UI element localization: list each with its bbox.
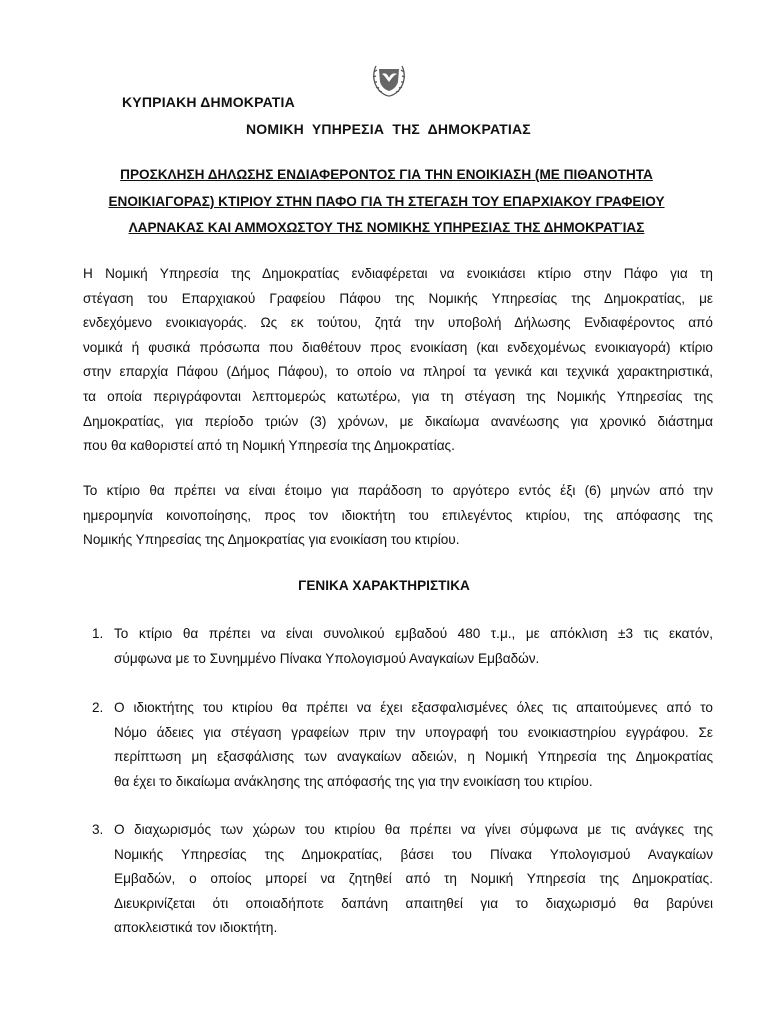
title-line: ΠΡΟΣΚΛΗΣΗ ΔΗΛΩΣΗΣ ΕΝΔΙΑΦΕΡΟΝΤΟΣ ΓΙΑ ΤΗΝ ΕΝΟΙΚΙΑΣΗ (ΜΕ ΠΙΘΑΝΟΤΗΤΑ bbox=[120, 167, 653, 182]
coat-of-arms-icon bbox=[368, 58, 410, 100]
list-number: 2. bbox=[92, 700, 104, 715]
paragraph-line: Δημοκρατίας, για περίοδο τριών (3) χρόνων, με δικαίωμα ανανέωσης για χρονικό διάστημα bbox=[83, 413, 713, 429]
list-item-line: Νόμο άδειες για στέγαση γραφείων πριν την υπογραφή του ενοικιαστηρίου εγγράφου. Σε bbox=[114, 724, 713, 740]
paragraph-line: στην επαρχία Πάφου (Δήμος Πάφου), το οποίο να πληροί τα γενικά και τεχνικά χαρακτηριστικά, bbox=[83, 364, 713, 380]
list-item-line: Το κτίριο θα πρέπει να είναι συνολικού εμβαδού 480 τ.μ., με απόκλιση ±3 τις εκατόν, bbox=[114, 626, 713, 641]
republic-heading: ΚΥΠΡΙΑΚΗ ΔΗΜΟΚΡΑΤΙΑ bbox=[122, 94, 295, 110]
paragraph-line: Το κτίριο θα πρέπει να είναι έτοιμο για παράδοση το αργότερο εντός έξι (6) μηνών από την bbox=[83, 483, 713, 498]
list-item-line: Διευκρινίζεται ότι οποιαδήποτε δαπάνη απαιτηθεί για το διαχωρισμό θα βαρύνει bbox=[114, 895, 713, 911]
list-item-line: αποκλειστικά τον ιδιοκτήτη. bbox=[114, 920, 278, 936]
list-item-line: Εμβαδών, ο οποίος μπορεί να ζητηθεί από τη Νομική Υπηρεσία της Δημοκρατίας. bbox=[114, 871, 713, 887]
document-title bbox=[60, 162, 713, 242]
list-item-line: σύμφωνα με το Συνημμένο Πίνακα Υπολογισμού Αναγκαίων Εμβαδών. bbox=[114, 650, 540, 666]
paragraph-line: νομικά ή φυσικά πρόσωπα που διαθέτουν προς ενοικίαση (και ενδεχομένως ενοικιαγορά) κτίριο bbox=[83, 339, 713, 355]
section-title: ΓΕΝΙΚΑ ΧΑΡΑΚΤΗΡΙΣΤΙΚΑ bbox=[298, 578, 470, 593]
delivery-paragraph bbox=[83, 479, 713, 553]
intro-paragraph bbox=[83, 262, 713, 459]
paragraph-line: ενδεχόμενο ενοικιαγοράς. Ως εκ τούτου, ζητά την υποβολή Δήλωσης Ενδιαφέροντος από bbox=[83, 315, 713, 331]
service-heading: ΝΟΜΙΚΗ ΥΠΗΡΕΣΙΑ ΤΗΣ ΔΗΜΟΚΡΑΤΙΑΣ bbox=[246, 121, 531, 137]
list-item-line: Ο διαχωρισμός των χώρων του κτιρίου θα πρέπει να γίνει σύμφωνα με τις ανάγκες της bbox=[114, 822, 713, 837]
paragraph-line: που θα καθοριστεί από τη Νομική Υπηρεσία της Δημοκρατίας. bbox=[83, 438, 455, 454]
title-line: ΕΝΟΙΚΙΑΓΟΡΑΣ) ΚΤΙΡΙΟΥ ΣΤΗΝ ΠΑΦΟ ΓΙΑ ΤΗ ΣΤΕΓΑΣΗ ΤΟΥ ΕΠΑΡΧΙΑΚΟΥ ΓΡΑΦΕΙΟΥ bbox=[108, 193, 665, 209]
list-item-line: θα έχει το δικαίωμα ανάκλησης της απόφασής της για την ενοικίαση του κτιρίου. bbox=[114, 773, 593, 789]
title-line: ΛΑΡΝΑΚΑΣ ΚΑΙ ΑΜΜΟΧΩΣΤΟΥ ΤΗΣ ΝΟΜΙΚΗΣ ΥΠΗΡΕΣΙΑΣ ΤΗΣ ΔΗΜΟΚΡΑΤΊΑΣ bbox=[128, 220, 645, 235]
paragraph-line: Νομικής Υπηρεσίας της Δημοκρατίας για ενοικίαση του κτιρίου. bbox=[83, 532, 460, 548]
list-item-line: Ο ιδιοκτήτης του κτιρίου θα πρέπει να έχει εξασφαλισμένες όλες τις απαιτούμενες από το bbox=[114, 700, 713, 715]
list-number: 1. bbox=[92, 626, 104, 641]
paragraph-line: τα οποία περιγράφονται λεπτομερώς κατωτέρω, για τη στέγαση της Νομικής Υπηρεσίας της bbox=[83, 388, 713, 404]
paragraph-line: Η Νομική Υπηρεσία της Δημοκρατίας ενδιαφέρεται να ενοικιάσει κτίριο στην Πάφο για τη bbox=[83, 266, 713, 281]
paragraph-line: στέγαση του Επαρχιακού Γραφείου Πάφου της Νομικής Υπηρεσίας της Δημοκρατίας, με bbox=[83, 290, 713, 306]
list-item-line: περίπτωση μη εξασφάλισης των αναγκαίων αδειών, η Νομική Υπηρεσία της Δημοκρατίας bbox=[114, 749, 713, 765]
list-item-line: Νομικής Υπηρεσίας της Δημοκρατίας, βάσει του Πίνακα Υπολογισμού Αναγκαίων bbox=[114, 846, 713, 862]
list-number: 3. bbox=[92, 822, 104, 837]
paragraph-line: ημερομηνία κοινοποίησης, προς τον ιδιοκτήτη του επιλεγέντος κτιρίου, της απόφασης της bbox=[83, 507, 713, 523]
